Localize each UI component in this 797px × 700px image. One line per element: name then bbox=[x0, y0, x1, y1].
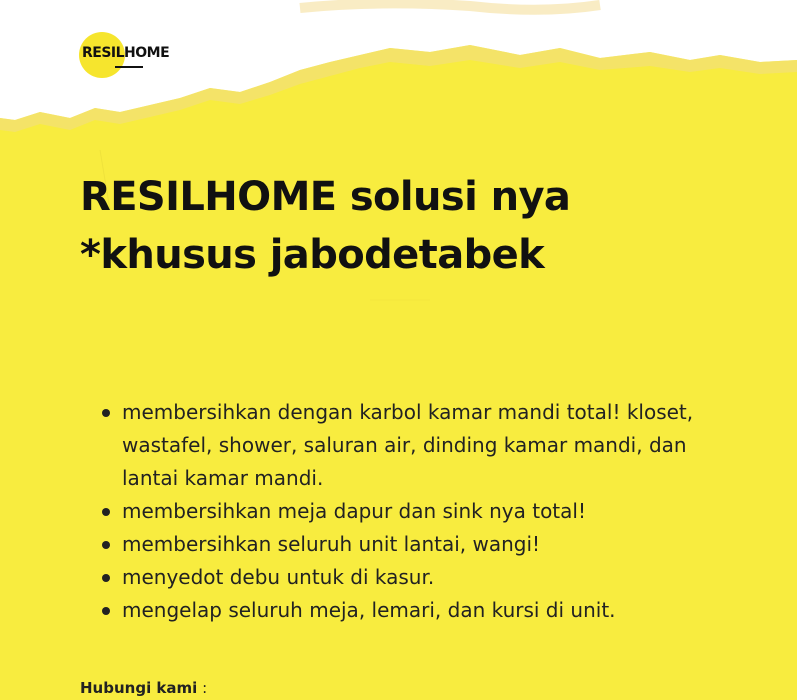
logo-underline bbox=[115, 66, 143, 68]
service-item bbox=[122, 495, 722, 528]
bullet-icon bbox=[102, 409, 110, 417]
service-item bbox=[122, 594, 722, 627]
bullet-icon bbox=[102, 607, 110, 615]
headline bbox=[80, 168, 570, 284]
headline-subtitle: *khusus jabodetabek bbox=[80, 232, 545, 278]
service-text: membersihkan meja dapur dan sink nya total! bbox=[122, 499, 586, 523]
brand-logo bbox=[79, 30, 179, 80]
contact-separator: : bbox=[197, 679, 208, 697]
contact-label: Hubungi kami bbox=[80, 679, 198, 697]
contact-line bbox=[80, 679, 207, 697]
service-text: membersihkan seluruh unit lantai, wangi! bbox=[122, 532, 541, 556]
service-text: membersihkan dengan karbol kamar mandi total! kloset, wastafel, shower, saluran air, dinding kamar mandi, dan lantai kamar mandi. bbox=[122, 400, 694, 490]
headline-rest: solusi nya bbox=[336, 174, 571, 220]
logo-text: RESILHOME bbox=[82, 45, 170, 61]
service-item bbox=[122, 528, 722, 561]
service-item bbox=[122, 561, 722, 594]
headline-brand: RESILHOME bbox=[80, 174, 337, 220]
service-text: mengelap seluruh meja, lemari, dan kursi di unit. bbox=[122, 598, 616, 622]
bullet-icon bbox=[102, 574, 110, 582]
service-text: menyedot debu untuk di kasur. bbox=[122, 565, 435, 589]
bullet-icon bbox=[102, 508, 110, 516]
bullet-icon bbox=[102, 541, 110, 549]
service-list bbox=[122, 396, 722, 627]
service-item bbox=[122, 396, 722, 495]
